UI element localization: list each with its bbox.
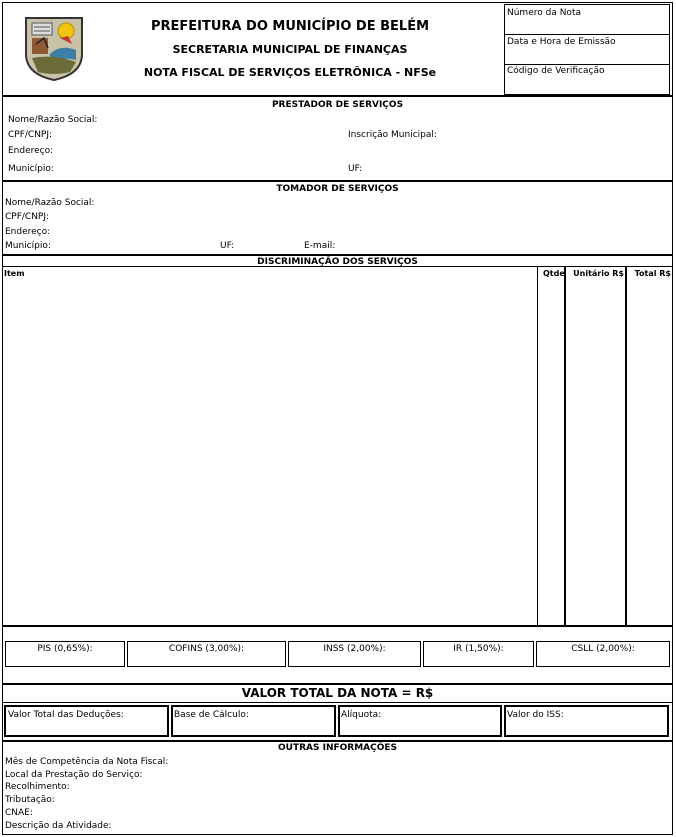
inss-label: INSS (2,00%): (323, 644, 386, 654)
recolhimento-label: Recolhimento: (5, 782, 70, 792)
col-header-qtde: Qtde (543, 269, 565, 278)
divider (2, 625, 673, 627)
divider (2, 95, 673, 97)
numero-nota-label: Número da Nota (507, 8, 581, 18)
divider (2, 254, 673, 256)
col-header-total: Total R$ (634, 269, 671, 278)
cnae-label: CNAE: (5, 808, 33, 818)
tomador-email-label: E-mail: (304, 241, 336, 251)
divider (2, 683, 673, 685)
tomador-section-title: TOMADOR DE SERVIÇOS (276, 184, 399, 194)
descricao-atividade-label: Descrição da Atividade: (5, 821, 112, 831)
tributacao-label: Tributação: (5, 795, 55, 805)
header-subtitle: SECRETARIA MUNICIPAL DE FINANÇAS (172, 43, 408, 56)
deducoes-label: Valor Total das Deduções: (8, 710, 124, 720)
tomador-nome-label: Nome/Razão Social: (5, 198, 95, 208)
col-divider (625, 266, 627, 626)
tomador-uf-label: UF: (220, 241, 235, 251)
valor-total-label: VALOR TOTAL DA NOTA = R$ (241, 686, 434, 700)
prestador-inscricao-label: Inscrição Municipal: (348, 130, 437, 140)
col-header-unitario: Unitário R$ (573, 269, 624, 278)
discriminacao-section-title: DISCRIMINAÇÃO DOS SERVIÇOS (257, 257, 418, 267)
cofins-label: COFINS (3,00%): (168, 644, 245, 654)
prestador-endereco-label: Endereço: (8, 146, 54, 156)
base-calculo-label: Base de Cálculo: (174, 710, 249, 720)
competencia-label: Mês de Competência da Nota Fiscal: (5, 757, 169, 767)
belem-coat-of-arms-logo (20, 14, 88, 82)
csll-label: CSLL (2,00%): (571, 644, 635, 654)
aliquota-label: Alíquota: (341, 710, 382, 720)
table-top-border (2, 266, 673, 267)
prestador-municipio-label: Município: (8, 164, 54, 174)
tomador-endereco-label: Endereço: (5, 227, 51, 237)
prestador-nome-label: Nome/Razão Social: (8, 115, 98, 125)
col-divider (537, 266, 538, 626)
prestador-section-title: PRESTADOR DE SERVIÇOS (271, 100, 404, 110)
divider (2, 180, 673, 182)
codigo-verificacao-label: Código de Verificação (507, 66, 605, 76)
header-title: PREFEITURA DO MUNICÍPIO DE BELÉM (150, 19, 430, 34)
col-header-item: Item (4, 269, 25, 278)
header-document-type: NOTA FISCAL DE SERVIÇOS ELETRÔNICA - NFSe (143, 66, 437, 79)
outras-section-title: OUTRAS INFORMAÇÕES (277, 743, 398, 753)
tomador-cpf-label: CPF/CNPJ: (5, 212, 50, 222)
valor-iss-label: Valor do ISS: (507, 710, 564, 720)
col-divider (564, 266, 566, 626)
data-hora-label: Data e Hora de Emissão (507, 37, 616, 47)
pis-label: PIS (0,65%): (37, 644, 93, 654)
tomador-municipio-label: Município: (5, 241, 51, 251)
divider (2, 740, 673, 742)
prestador-uf-label: UF: (348, 164, 363, 174)
prestador-cpf-label: CPF/CNPJ: (8, 130, 53, 140)
local-prestacao-label: Local da Prestação do Serviço: (5, 770, 143, 780)
divider (2, 702, 673, 703)
ir-label: IR (1,50%): (453, 644, 504, 654)
